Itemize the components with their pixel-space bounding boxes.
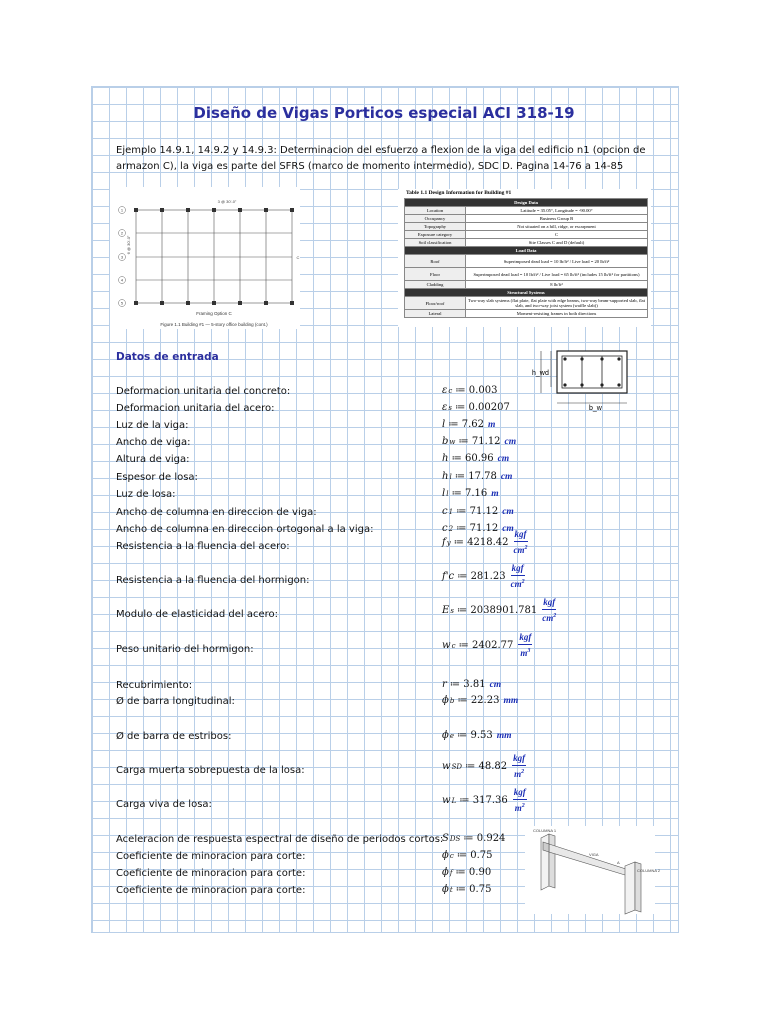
beam-label-col1: COLUMNA 1 (533, 828, 557, 833)
equation-subscript: t (449, 885, 453, 894)
input-label: Ø de barra longitudinal: (116, 696, 235, 707)
equation-subscript: f (449, 868, 453, 877)
table-cell: C (466, 231, 648, 239)
equation-subscript: SD (451, 762, 462, 771)
input-label: Modulo de elasticidad del acero: (116, 609, 279, 620)
table-cell: Two-way slab systems (flat plate, flat plate with edge beams, two-way beam-supported slab, flat slab, and two-way joist system (waffle slab)) (466, 297, 648, 310)
input-label: Luz de losa: (116, 489, 176, 500)
plan-subcaption: Framing Option C (196, 311, 232, 316)
grid-label: 4 (120, 277, 124, 283)
equation-unit: $\frac{\text{kgf}}{cm^2}$ (542, 597, 557, 623)
table-cell: Not situated on a hill, ridge, or escarpment (466, 223, 648, 231)
table-cell: Superimposed dead load = 10 lb/ft² / Live load = 20 lb/ft² (466, 255, 648, 268)
beam-section-figure (525, 347, 643, 413)
beam-label-col2: COLUMNA 2 (637, 868, 661, 873)
equation-value: ≔ 22.23 (457, 695, 500, 706)
equation-unit: cm (497, 453, 510, 464)
equation-subscript: 1 (448, 507, 454, 516)
table-caption: Table 1.1 Design Information for Building #1 (406, 190, 512, 196)
input-equation (442, 436, 516, 447)
table-cell: Exposure category (405, 231, 466, 239)
section-hw-label: h_w (532, 370, 545, 377)
beam-label-a: A (617, 860, 620, 865)
equation-subscript: c (451, 641, 456, 650)
input-label: Resistencia a la fluencia del acero: (116, 541, 290, 552)
input-equation (442, 385, 497, 396)
equation-symbol: r (442, 679, 447, 690)
equation-unit: cm (489, 679, 502, 690)
grid-label: 3 (120, 254, 124, 260)
input-label: Carga viva de losa: (116, 799, 212, 810)
input-equation (442, 730, 512, 741)
equation-value: ≔ 0.003 (455, 385, 498, 396)
input-label: Ancho de columna en direccion de viga: (116, 507, 317, 518)
intro-paragraph: Ejemplo 14.9.1, 14.9.2 y 14.9.3: Determinacion del esfuerzo a flexion de la viga del edificio n1 (opcion de armazon C), la viga es parte del SFRS (marco de momento intermedio), SDC D. Pagina 14-76 a 14-85 (116, 145, 646, 172)
table-cell: Business Group B (466, 215, 648, 223)
equation-symbol: c (442, 523, 448, 534)
equation-symbol: ϕ (442, 867, 449, 878)
equation-subscript: l (446, 489, 449, 498)
input-label: Coeficiente de minoracion para corte: (116, 868, 306, 879)
equation-value: ≔ 7.62 (448, 419, 484, 430)
plan-dimension: 3 @ 30'-0" (217, 199, 237, 204)
equation-symbol: ϕ (442, 730, 449, 741)
equation-value: ≔ 71.12 (456, 506, 499, 517)
table-cell: Topography (405, 223, 466, 231)
equation-value: ≔ 0.00207 (454, 402, 510, 413)
input-equation (442, 419, 495, 430)
equation-subscript: b (449, 696, 455, 705)
table-cell: Soil classification (405, 239, 466, 247)
equation-unit: $\frac{\text{kgf}}{cm^2}$ (510, 563, 525, 589)
table-header: Load Data (405, 247, 648, 255)
input-equation (442, 833, 505, 844)
equation-symbol: h (442, 471, 449, 482)
input-label: Coeficiente de minoracion para corte: (116, 851, 306, 862)
equation-unit: cm (504, 436, 517, 447)
table-cell: Location (405, 207, 466, 215)
table-cell: Latitude = 35.05°, Longitude = -90.00° (466, 207, 648, 215)
equation-symbol: w (442, 795, 451, 806)
equation-symbol: ε (442, 402, 448, 413)
input-label: Luz de la viga: (116, 420, 189, 431)
plan-side-mark: C (296, 255, 300, 260)
equation-unit: mm (503, 695, 519, 706)
input-label: Recubrimiento: (116, 680, 193, 691)
equation-value: ≔ 9.53 (456, 730, 493, 741)
equation-value: ≔ 0.75 (456, 850, 493, 861)
equation-unit: $\frac{\text{kgf}}{m^2}$ (513, 787, 526, 813)
table-cell: Superimposed dead load = 10 lb/ft² / Live load = 65 lb/ft² (includes 15 lb/ft² for partitions) (466, 268, 648, 281)
equation-subscript: l (449, 472, 452, 481)
equation-unit: cm (502, 506, 514, 517)
equation-value: ≔ 281.23 (457, 571, 506, 582)
equation-value: ≔ 0.90 (455, 867, 492, 878)
input-equation (442, 598, 556, 623)
grid-label: 1 (120, 207, 124, 213)
equation-unit: $\frac{\text{kgf}}{m^3}$ (519, 632, 532, 658)
equation-symbol: ϕ (442, 884, 449, 895)
equation-value: ≔ 3.81 (449, 679, 486, 690)
table-header: Structural Systems (405, 289, 648, 297)
input-equation (442, 530, 528, 555)
equation-value: ≔ 71.12 (458, 436, 501, 447)
equation-symbol: ϕ (442, 850, 449, 861)
input-equation (442, 884, 491, 895)
equation-value: ≔ 71.12 (456, 523, 499, 534)
beam-3d-figure (525, 826, 661, 914)
equation-subscript: DS (449, 834, 461, 843)
equation-symbol: f'c (442, 571, 455, 582)
plan-caption: Figure 1.1 Building #1 — 5-story office building (cont.) (160, 322, 268, 327)
grid-label: 2 (120, 230, 124, 236)
table-cell: Floor/roof (405, 297, 466, 310)
input-equation (442, 867, 491, 878)
equation-subscript: L (451, 796, 457, 805)
equation-symbol: h (442, 453, 449, 464)
equation-value: ≔ 2038901.781 (456, 605, 538, 616)
equation-unit: $\frac{\text{kgf}}{cm^2}$ (513, 529, 528, 555)
equation-subscript: w (449, 437, 456, 446)
equation-subscript: s (448, 403, 452, 412)
input-equation (442, 788, 527, 813)
input-equation (442, 453, 509, 464)
input-equation (442, 564, 525, 589)
grid-label: 5 (120, 300, 124, 306)
equation-subscript: y (446, 538, 451, 547)
table-cell: Lateral (405, 310, 466, 318)
equation-value: ≔ 60.96 (451, 453, 494, 464)
input-equation (442, 633, 532, 658)
equation-subscript: s (450, 606, 454, 615)
equation-symbol: S (442, 833, 449, 844)
equation-value: ≔ 317.36 (459, 795, 508, 806)
input-label: Resistencia a la fluencia del hormigon: (116, 575, 310, 586)
equation-symbol: w (442, 640, 451, 651)
table-cell: Roof (405, 255, 466, 268)
table-cell: Moment-resisting frames in both directions (466, 310, 648, 318)
equation-symbol: E (442, 605, 450, 616)
table-cell: Floor (405, 268, 466, 281)
framing-plan-figure (110, 187, 300, 329)
input-equation (442, 679, 501, 690)
equation-subscript: 2 (448, 524, 454, 533)
equation-unit: cm (500, 471, 513, 482)
input-label: Carga muerta sobrepuesta de la losa: (116, 765, 305, 776)
equation-unit: cm (502, 523, 514, 534)
equation-symbol: f (442, 537, 446, 548)
input-equation (442, 471, 512, 482)
equation-unit: mm (496, 730, 512, 741)
input-label: Aceleracion de respuesta espectral de diseño de periodos cortos: (116, 834, 444, 845)
input-equation (442, 488, 499, 499)
input-label: Altura de viga: (116, 454, 190, 465)
equation-unit: m (491, 488, 499, 499)
input-equation (442, 754, 526, 779)
equation-symbol: w (442, 761, 451, 772)
section-bw-label: b_w (589, 405, 602, 412)
design-info-table (398, 189, 651, 327)
input-label: Coeficiente de minoracion para corte: (116, 885, 306, 896)
table-cell: 8 lb/ft² (466, 281, 648, 289)
equation-unit: $\frac{\text{kgf}}{m^2}$ (513, 753, 526, 779)
input-label: Peso unitario del hormigon: (116, 644, 254, 655)
equation-symbol: c (442, 506, 448, 517)
input-label: Ø de barra de estribos: (116, 731, 232, 742)
equation-value: ≔ 7.16 (451, 488, 488, 499)
input-equation (442, 850, 493, 861)
input-label: Deformacion unitaria del acero: (116, 403, 275, 414)
equation-subscript: c (449, 851, 454, 860)
table-cell: Site Classes C and D (default) (466, 239, 648, 247)
equation-symbol: ϕ (442, 695, 449, 706)
input-equation (442, 402, 510, 413)
equation-unit: m (487, 419, 496, 430)
equation-value: ≔ 48.82 (464, 761, 508, 772)
input-label: Ancho de viga: (116, 437, 191, 448)
equation-subscript: e (449, 731, 454, 740)
table-cell: Occupancy (405, 215, 466, 223)
input-label: Espesor de losa: (116, 472, 198, 483)
plan-dimension: 6 @ 30'-0" (126, 235, 131, 255)
beam-label-viga: VIGA (589, 852, 599, 857)
table-header: Design Data (405, 199, 648, 207)
input-label: Deformacion unitaria del concreto: (116, 386, 291, 397)
equation-value: ≔ 0.924 (463, 833, 506, 844)
equation-value: ≔ 17.78 (454, 471, 497, 482)
section-heading: Datos de entrada (116, 351, 219, 363)
equation-symbol: b (442, 436, 449, 447)
table-cell: Cladding (405, 281, 466, 289)
section-d-label: d (545, 370, 549, 377)
input-label: Ancho de columna en direccion ortogonal a la viga: (116, 524, 374, 535)
equation-subscript: c (448, 386, 453, 395)
equation-value: ≔ 4218.42 (453, 537, 509, 548)
equation-symbol: l (442, 419, 446, 430)
equation-value: ≔ 0.75 (455, 884, 492, 895)
input-equation (442, 506, 514, 517)
equation-symbol: l (442, 488, 446, 499)
equation-symbol: ε (442, 385, 448, 396)
equation-value: ≔ 2402.77 (458, 640, 514, 651)
page-title: Diseño de Vigas Porticos especial ACI 318-19 (193, 104, 575, 122)
input-equation (442, 695, 518, 706)
